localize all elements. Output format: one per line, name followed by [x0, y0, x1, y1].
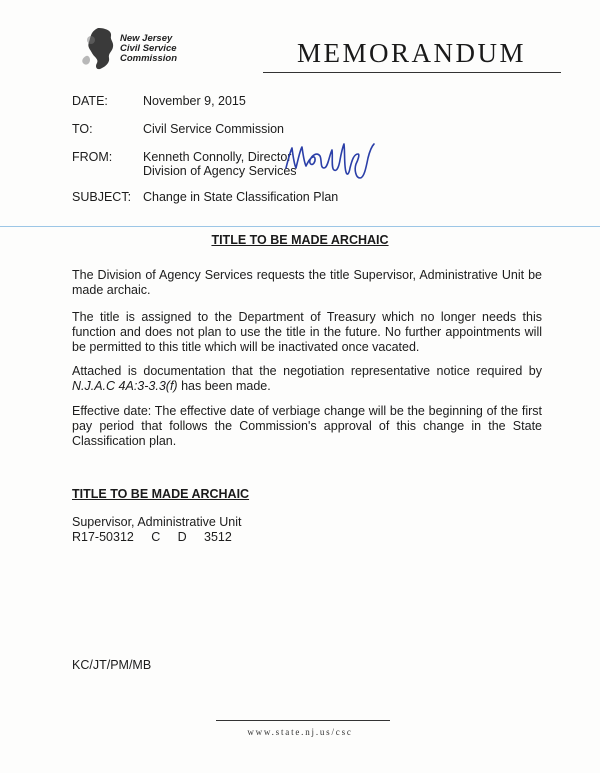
notice-text: Attached is documentation that the negotiation representative notice required by: [72, 364, 542, 378]
nj-civil-service-logo: [78, 26, 208, 72]
subject-label: SUBJECT:: [72, 190, 132, 204]
footer-url: www.state.nj.us/csc: [247, 727, 353, 737]
handwritten-signature: [282, 138, 378, 184]
paragraph-request: The Division of Agency Services requests the title Supervisor, Administrative Unit be made archaic.: [72, 268, 542, 297]
regulation-citation: N.J.A.C 4A:3-3.3(f): [72, 379, 178, 393]
title-code: R17-50312 C D 3512: [72, 530, 232, 544]
to-value: Civil Service Commission: [143, 122, 284, 136]
from-division: Division of Agency Services: [143, 164, 297, 178]
paragraph-effective-date: Effective date: The effective date of verbiage change will be the beginning of the first pay period that follows the Commission's approval of this change in the State Classification plan.: [72, 404, 542, 448]
paragraph-notice: [72, 364, 542, 394]
date-label: DATE:: [72, 94, 108, 108]
logo-line-1: New Jersey: [120, 33, 173, 44]
logo-text: [120, 34, 177, 64]
header-rule: [263, 72, 561, 73]
archaic-section-heading: TITLE TO BE MADE ARCHAIC: [72, 487, 250, 501]
date-value: November 9, 2015: [143, 94, 246, 108]
logo-line-3: Commission: [120, 53, 178, 64]
paragraph-assignment: The title is assigned to the Department of Treasury which no longer needs this function and does not plan to use the title in the future. No further appointments will be permitted to this title which will be inactivated once vacated.: [72, 310, 542, 354]
new-jersey-state-icon: [78, 26, 122, 72]
reference-initials: KC/JT/PM/MB: [72, 658, 152, 672]
footer-rule: [216, 720, 390, 721]
from-name: Kenneth Connolly, Director: [143, 150, 292, 164]
from-label: FROM:: [72, 150, 113, 164]
section-divider: [0, 226, 600, 227]
notice-text-end: has been made.: [177, 379, 271, 393]
memo-title: MEMORANDUM: [297, 38, 527, 68]
subject-value: Change in State Classification Plan: [143, 190, 339, 204]
archaic-title-heading: TITLE TO BE MADE ARCHAIC: [211, 233, 389, 247]
logo-line-2: Civil Service: [120, 43, 177, 54]
to-label: TO:: [72, 122, 93, 136]
title-name: Supervisor, Administrative Unit: [72, 515, 242, 529]
